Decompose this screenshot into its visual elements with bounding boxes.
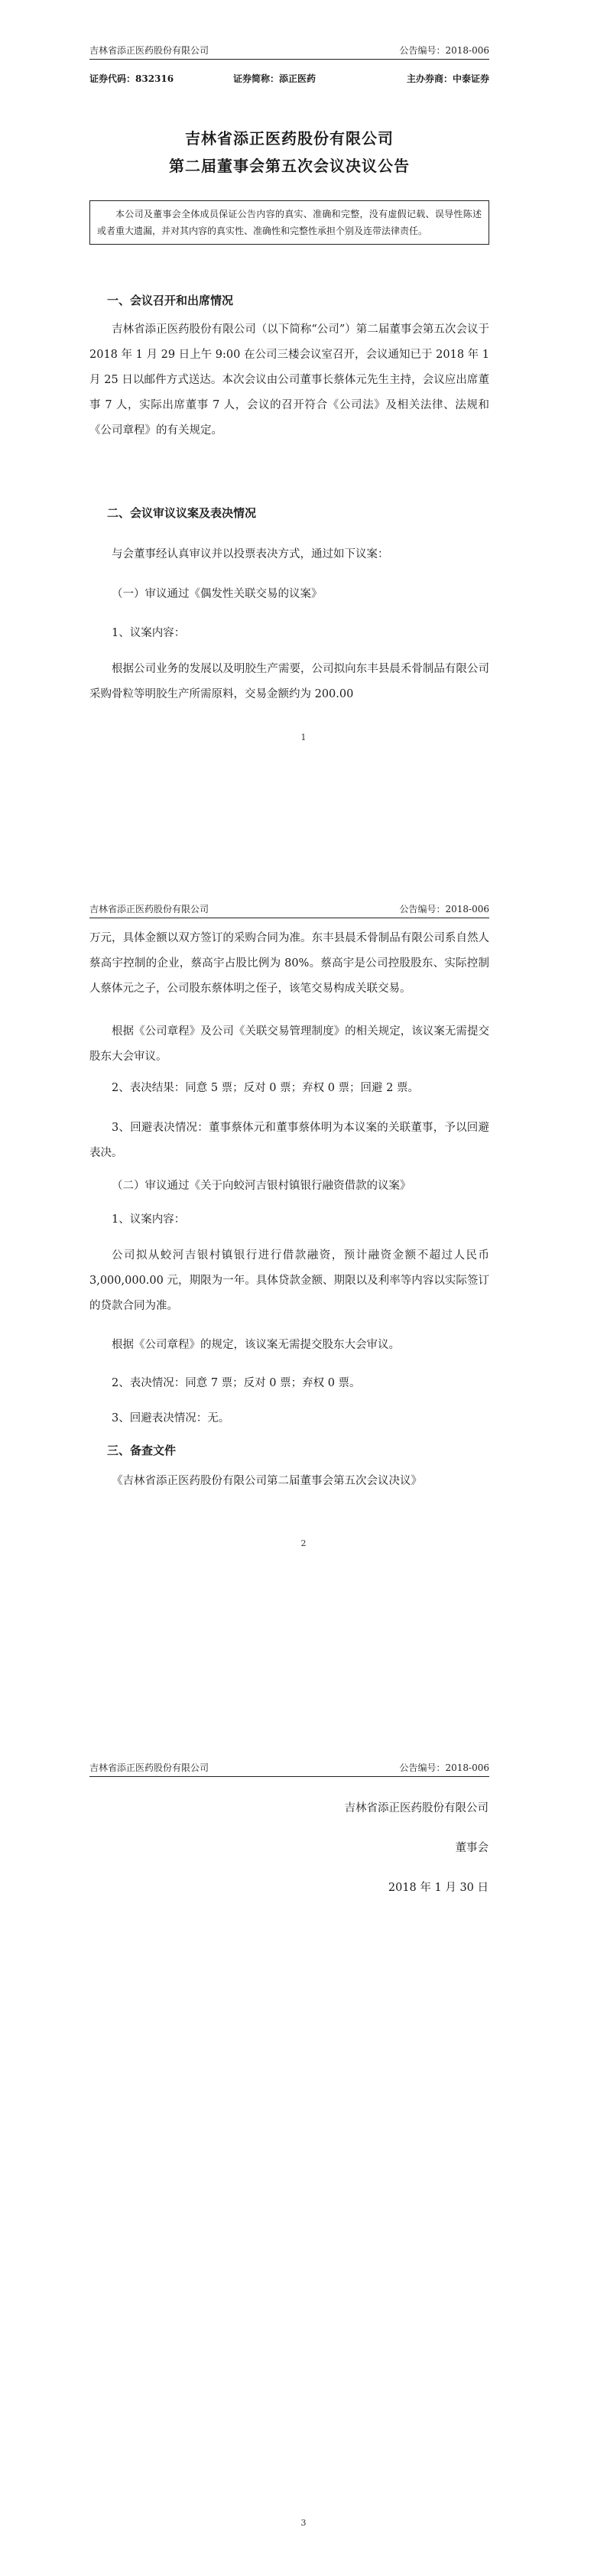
document-title-line1: 吉林省添正医药股份有限公司 — [185, 129, 394, 148]
motion2-content-p1: 公司拟从蛟河吉银村镇银行进行借款融资，预计融资金额不超过人民币 3,000,000.00 元，期限为一年。具体贷款金额、期限以及利率等内容以实际签订的贷款合同为准。 — [89, 1249, 489, 1312]
motion1-vote: 2、表决结果：同意 5 票；反对 0 票；弃权 0 票；回避 2 票。 — [112, 1082, 419, 1094]
supporting-document: 《吉林省添正医药股份有限公司第二届董事会第五次会议决议》 — [112, 1475, 422, 1487]
header-company: 吉林省添正医药股份有限公司 — [89, 1762, 209, 1773]
page-1 — [0, 0, 607, 859]
section3-heading: 三、备查文件 — [107, 1444, 177, 1457]
page-number-2: 2 — [300, 1538, 307, 1548]
header-company: 吉林省添正医药股份有限公司 — [89, 904, 209, 914]
page-header — [89, 901, 489, 918]
section2-heading: 二、会议审议议案及表决情况 — [107, 506, 257, 520]
securities-info — [89, 71, 489, 86]
security-code: 证券代码：832316 — [89, 73, 174, 84]
page-3 — [0, 1717, 607, 2576]
motion2-vote: 2、表决情况：同意 7 票；反对 0 票；弃权 0 票。 — [112, 1377, 361, 1389]
motion1-title: （一）审议通过《偶发性关联交易的议案》 — [112, 588, 323, 600]
disclaimer-box: 本公司及董事会全体成员保证公告内容的真实、准确和完整，没有虚假记载、误导性陈述或者重大遗漏，并对其内容的真实性、准确性和完整性承担个别及连带法律责任。 — [89, 200, 489, 245]
security-short-name: 证券简称：添正医药 — [233, 73, 316, 84]
header-announcement-no: 公告编号：2018-006 — [399, 45, 489, 56]
signature-company: 吉林省添正医药股份有限公司 — [344, 1802, 489, 1814]
header-announcement-no: 公告编号：2018-006 — [399, 904, 489, 914]
motion1-content-label: 1、议案内容： — [112, 627, 186, 639]
section1-body: 吉林省添正医药股份有限公司（以下简称“公司”）第二届董事会第五次会议于 2018 年 1 月 29 日上午 9:00 在公司三楼会议室召开，会议通知已于 2018 年 1 月 25 日以邮件方式送达。本次会议由公司董事长蔡体元先生主持，会议应出席董事 7 人，实际出席董事 7 人，会议的召开符合《公司法》及相关法律、法规和《公司章程》的有关规定。 — [89, 323, 489, 437]
signature-date: 2018 年 1 月 30 日 — [388, 1882, 489, 1894]
sponsor-broker: 主办券商：中泰证券 — [406, 73, 489, 84]
motion2-content-p2: 根据《公司章程》的规定，该议案无需提交股东大会审议。 — [112, 1339, 400, 1351]
motion1-recusal: 3、回避表决情况：董事蔡体元和董事蔡体明为本议案的关联董事，予以回避表决。 — [89, 1122, 489, 1159]
document-title-line2: 第二届董事会第五次会议决议公告 — [169, 157, 410, 175]
signature-board: 董事会 — [455, 1842, 489, 1854]
page-2 — [0, 859, 607, 1717]
motion2-content-label: 1、议案内容： — [112, 1213, 186, 1226]
motion1-content-p3: 根据《公司章程》及公司《关联交易管理制度》的相关规定，该议案无需提交股东大会审议。 — [89, 1025, 489, 1063]
page-header — [89, 42, 489, 60]
motion1-content-p1: 根据公司业务的发展以及明胶生产需要，公司拟向东丰县晨禾骨制品有限公司采购骨粒等明胶生产所需原料，交易金额约为 200.00 — [89, 663, 489, 700]
section2-intro: 与会董事经认真审议并以投票表决方式，通过如下议案： — [112, 548, 389, 560]
motion1-content-p2: 万元，具体金额以双方签订的采购合同为准。东丰县晨禾骨制品有限公司系自然人蔡高宇控制的企业，蔡高宇占股比例为 80%。蔡高宇是公司控股股东、实际控制人蔡体元之子，公司股东蔡体明之侄子，该笔交易构成关联交易。 — [89, 932, 489, 995]
motion2-recusal: 3、回避表决情况：无。 — [112, 1412, 230, 1424]
motion2-title: （二）审议通过《关于向蛟河吉银村镇银行融资借款的议案》 — [112, 1180, 411, 1192]
header-company: 吉林省添正医药股份有限公司 — [89, 45, 209, 56]
page-number-3: 3 — [300, 2518, 307, 2528]
page-number-1: 1 — [300, 733, 307, 742]
header-announcement-no: 公告编号：2018-006 — [399, 1762, 489, 1773]
section1-heading: 一、会议召开和出席情况 — [107, 294, 234, 307]
page-header — [89, 1759, 489, 1777]
